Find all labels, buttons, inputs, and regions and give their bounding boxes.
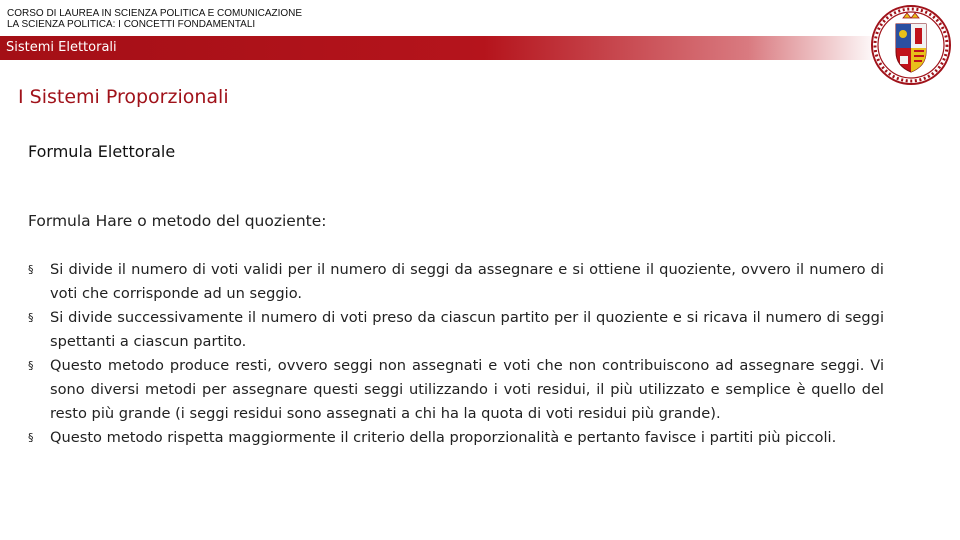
section-banner bbox=[0, 36, 880, 60]
section-title: Sistemi Elettorali bbox=[6, 40, 117, 55]
course-subject: LA SCIENZA POLITICA: I CONCETTI FONDAMENTALI bbox=[7, 19, 256, 30]
bullet-symbol: § bbox=[28, 431, 34, 444]
bullet-symbol: § bbox=[28, 311, 34, 324]
slide-title: I Sistemi Proporzionali bbox=[18, 86, 229, 108]
bullet-text: Questo metodo produce resti, ovvero seggi non assegnati e voti che non contribuiscono ad assegnare seggi. Vi sono diversi metodi per assegnare questi seggi utilizzando i voti residui, il più utilizzato e semplice è quello del resto più grande (i seggi residui sono assegnati a chi ha la quota di voti residui più grande). bbox=[50, 357, 884, 422]
bullet-text: Si divide successivamente il numero di voti preso da ciascun partito per il quoziente e si ricava il numero di seggi spettanti a ciascun partito. bbox=[50, 309, 884, 350]
bullet-text: Questo metodo rispetta maggiormente il criterio della proporzionalità e pertanto favisce i partiti più piccoli. bbox=[50, 429, 837, 446]
university-seal-icon bbox=[870, 4, 952, 86]
bullet-list bbox=[28, 258, 884, 450]
bullet-symbol: § bbox=[28, 263, 34, 276]
bullet-item bbox=[28, 426, 884, 450]
slide-subtitle: Formula Elettorale bbox=[28, 142, 176, 161]
bullet-symbol: § bbox=[28, 359, 34, 372]
bullet-text: Si divide il numero di voti validi per il numero di seggi da assegnare e si ottiene il quoziente, ovvero il numero di voti che corrisponde ad un seggio. bbox=[50, 261, 884, 302]
course-name: CORSO DI LAUREA IN SCIENZA POLITICA E COMUNICAZIONE bbox=[7, 8, 303, 19]
bullet-item bbox=[28, 306, 884, 354]
bullet-item bbox=[28, 258, 884, 306]
bullet-item bbox=[28, 354, 884, 426]
intro-text: Formula Hare o metodo del quoziente: bbox=[28, 212, 327, 230]
